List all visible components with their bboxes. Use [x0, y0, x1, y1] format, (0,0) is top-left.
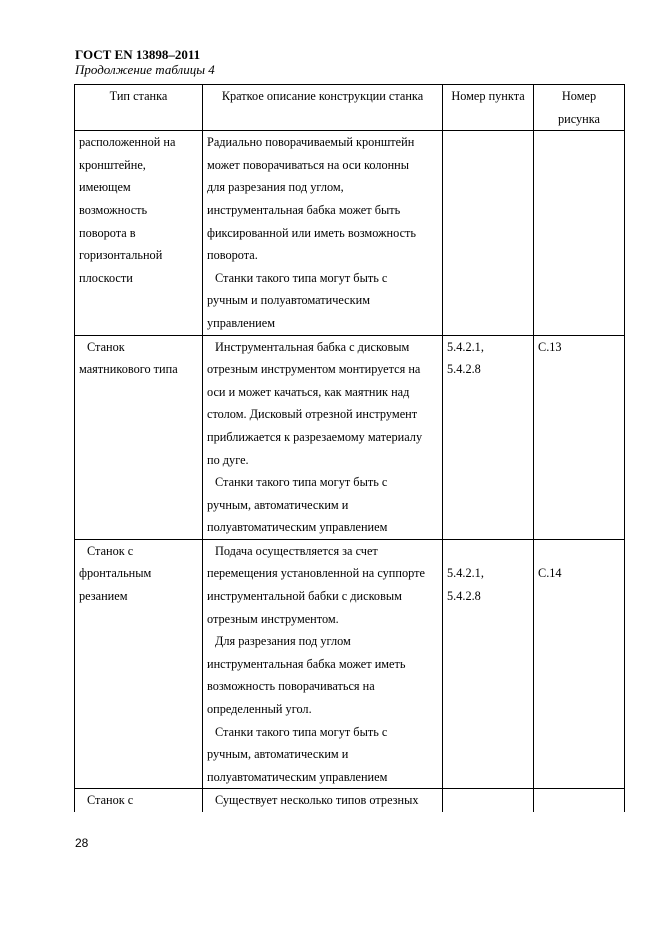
cell-clause-number — [443, 131, 534, 335]
text-line: отрезным инструментом монтируется на — [207, 362, 421, 377]
text-line: Номер пункта — [451, 89, 525, 103]
cell-machine-type — [75, 131, 203, 335]
text-line: расположенной на — [79, 135, 176, 150]
cell-figure-number — [534, 789, 625, 812]
text-line: Номер — [561, 89, 597, 103]
cell-figure-number — [534, 539, 625, 789]
text-line: возможность поворачиваться на — [207, 679, 375, 694]
text-line: 5.4.2.8 — [447, 589, 481, 604]
text-line: Радиально поворачиваемый кронштейн — [207, 135, 415, 150]
text-line — [447, 540, 529, 563]
text-line: инструментальная бабка может иметь — [207, 656, 406, 671]
header-figure-number — [534, 85, 625, 131]
header-row — [75, 85, 625, 131]
text-line: С.13 — [538, 339, 562, 354]
text-line: ручным и полуавтоматическим — [207, 293, 370, 308]
text-line: 5.4.2.1, — [447, 339, 484, 354]
text-line: Станок — [87, 339, 125, 354]
text-line: кронштейне, — [79, 157, 146, 172]
text-line: перемещения установленной на суппорте — [207, 566, 425, 581]
cell-figure-number — [534, 131, 625, 335]
text-line: Станки такого типа могут быть с — [215, 270, 388, 285]
table-row — [75, 789, 625, 812]
text-line: инструментальной бабки с дисковым — [207, 589, 402, 604]
header-clause-number — [443, 85, 534, 131]
text-line: имеющем — [79, 180, 131, 195]
text-line: Существует несколько типов отрезных — [215, 793, 419, 808]
machine-types-table — [74, 84, 625, 812]
text-line: горизонтальной — [79, 248, 163, 263]
table-header — [75, 85, 625, 131]
text-line: Станок с — [87, 543, 134, 558]
page-number: 28 — [75, 836, 89, 850]
text-line: маятникового типа — [79, 362, 178, 377]
text-line: полуавтоматическим управлением — [207, 769, 388, 784]
text-line: плоскости — [79, 270, 133, 285]
text-line: Станки такого типа могут быть с — [215, 475, 388, 490]
text-line: определенный угол. — [207, 702, 312, 717]
text-line: Тип станка — [109, 89, 168, 103]
text-line: ручным, автоматическим и — [207, 497, 349, 512]
text-line: может поворачиваться на оси колонны — [207, 157, 410, 172]
text-line: фиксированной или иметь возможность — [207, 225, 417, 240]
text-line: резанием — [79, 589, 128, 604]
text-line: 5.4.2.8 — [447, 362, 481, 377]
text-line: по дуге. — [207, 452, 249, 467]
text-line: столом. Дисковый отрезной инструмент — [207, 407, 418, 422]
text-line: Станки такого типа могут быть с — [215, 724, 388, 739]
cell-clause-number — [443, 335, 534, 539]
cell-description — [203, 131, 443, 335]
text-line: возможность — [79, 202, 148, 217]
text-line: Для разрезания под углом — [215, 634, 351, 649]
text-line: фронтальным — [79, 566, 152, 581]
text-line: оси и может качаться, как маятник над — [207, 384, 410, 399]
cell-machine-type — [75, 539, 203, 789]
text-line: 5.4.2.1, — [447, 566, 484, 581]
document-code: ГОСТ EN 13898–2011 — [75, 47, 201, 62]
text-line: полуавтоматическим управлением — [207, 520, 388, 535]
text-line — [538, 540, 620, 563]
text-line: Подача осуществляется за счет — [215, 543, 378, 558]
cell-machine-type — [75, 789, 203, 812]
text-line: для разрезания под углом, — [207, 180, 344, 195]
table-continuation-caption: Продолжение таблицы 4 — [75, 62, 215, 77]
text-line: С.14 — [538, 566, 562, 581]
table-row — [75, 131, 625, 335]
table-row — [75, 539, 625, 789]
cell-machine-type — [75, 335, 203, 539]
text-line: поворота. — [207, 248, 258, 263]
cell-description — [203, 789, 443, 812]
text-line: отрезным инструментом. — [207, 611, 339, 626]
header-description — [203, 85, 443, 131]
cell-description — [203, 335, 443, 539]
text-line: приближается к разрезаемому материалу — [207, 429, 423, 444]
cell-figure-number — [534, 335, 625, 539]
cell-description — [203, 539, 443, 789]
cell-clause-number — [443, 789, 534, 812]
text-line: инструментальная бабка может быть — [207, 202, 401, 217]
text-line: управлением — [207, 315, 275, 330]
text-line: поворота в — [79, 225, 136, 240]
header-machine-type — [75, 85, 203, 131]
text-line: рисунка — [557, 111, 600, 126]
table-row — [75, 335, 625, 539]
text-line: ручным, автоматическим и — [207, 747, 349, 762]
text-line: Краткое описание конструкции станка — [221, 89, 424, 103]
text-line: Инструментальная бабка с дисковым — [215, 339, 410, 354]
cell-clause-number — [443, 539, 534, 789]
text-line: Станок с — [87, 793, 134, 808]
